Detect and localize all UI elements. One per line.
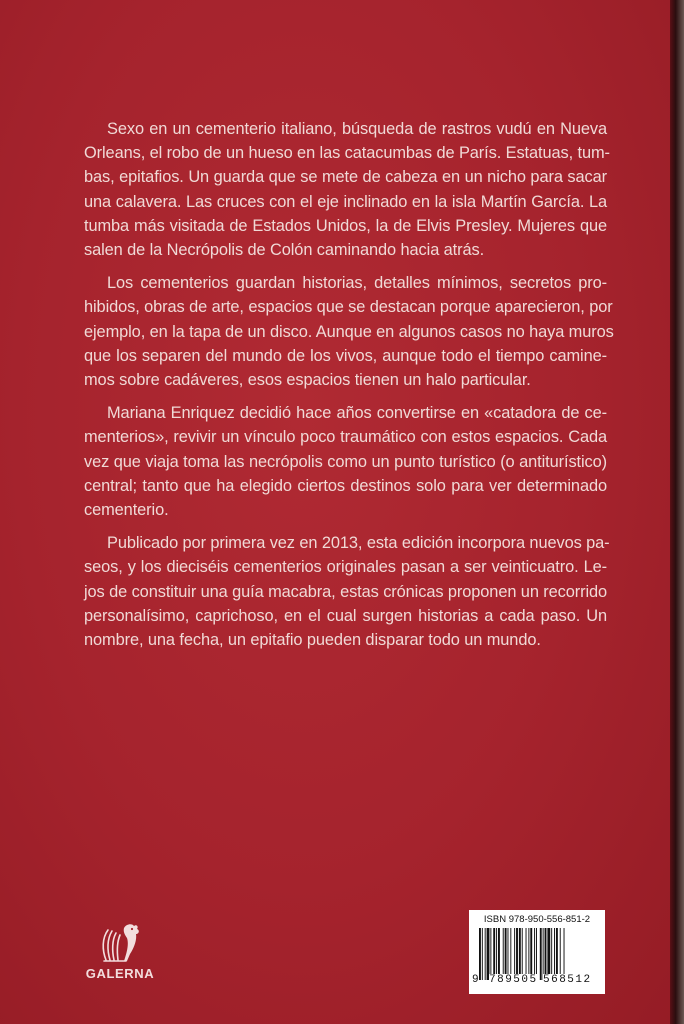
blurb-line: una calavera. Las cruces con el eje inclinado en la isla Martín García. La [84, 192, 607, 211]
blurb-line: nombre, una fecha, un epitafio pueden disparar todo un mundo. [84, 631, 541, 650]
publisher-name: GALERNA [85, 966, 155, 981]
blurb-line: central; tanto que ha elegido ciertos destinos solo para ver determinado [84, 476, 607, 495]
blurb-line: tumba más visitada de Estados Unidos, la de Elvis Presley. Mujeres que [84, 216, 607, 235]
blurb-line: Los cementerios guardan historias, detalles mínimos, secretos pro- [107, 274, 607, 293]
publisher-logo [80, 918, 160, 988]
isbn-label: ISBN 978-950-556-851-2 [483, 914, 591, 925]
blurb-line: cementerio. [84, 501, 169, 520]
barcode-digits-right: 568512 [543, 974, 592, 986]
blurb-paragraph [84, 401, 607, 522]
page-edge [670, 0, 684, 1024]
blurb-line: Publicado por primera vez en 2013, esta edición incorpora nuevos pa- [107, 534, 610, 553]
barcode [469, 910, 605, 994]
blurb-line: Mariana Enriquez decidió hace años convertirse en «catadora de ce- [107, 404, 607, 423]
blurb-line: jos de constituir una guía macabra, estas crónicas proponen un recorrido [84, 582, 608, 601]
rooster-lyre-icon [96, 920, 144, 966]
blurb-line: salen de la Necrópolis de Colón caminando hacia atrás. [84, 241, 485, 260]
blurb-line: Sexo en un cementerio italiano, búsqueda de rastros vudú en Nueva [107, 120, 607, 138]
blurb-line: Orleans, el robo de un hueso en las catacumbas de París. Estatuas, tum- [84, 144, 610, 163]
barcode-bars [479, 928, 595, 980]
blurb-line: que los separen del mundo de los vivos, aunque todo el tiempo camine- [84, 346, 607, 365]
barcode-digits-left: 789505 [489, 974, 538, 986]
blurb-line: vez que viaja toma las necrópolis como un punto turístico (o antiturístico) [84, 452, 607, 471]
barcode-digit-first: 9 [472, 974, 479, 986]
blurb-line: seos, y los dieciséis cementerios originales pasan a ser veinticuatro. Le- [84, 558, 607, 577]
blurb-line: personalísimo, caprichoso, en el cual surgen historias a cada paso. Un [84, 606, 607, 625]
blurb-paragraph [84, 271, 614, 392]
blurb-line: bas, epitafios. Un guarda que se mete de cabeza en un nicho para sacar [84, 168, 607, 187]
blurb-paragraph [84, 117, 610, 262]
blurb-line: mos sobre cadáveres, esos espacios tienen un halo particular. [84, 371, 531, 390]
blurb-text [84, 117, 614, 661]
blurb-line: ejemplo, en la tapa de un disco. Aunque en algunos casos no haya muros [84, 322, 614, 341]
blurb-paragraph [84, 531, 610, 652]
blurb-line: hibidos, obras de arte, espacios que se destacan porque aparecieron, por [84, 298, 613, 317]
blurb-line: menterios», revivir un vínculo poco traumático con estos espacios. Cada [84, 428, 607, 447]
